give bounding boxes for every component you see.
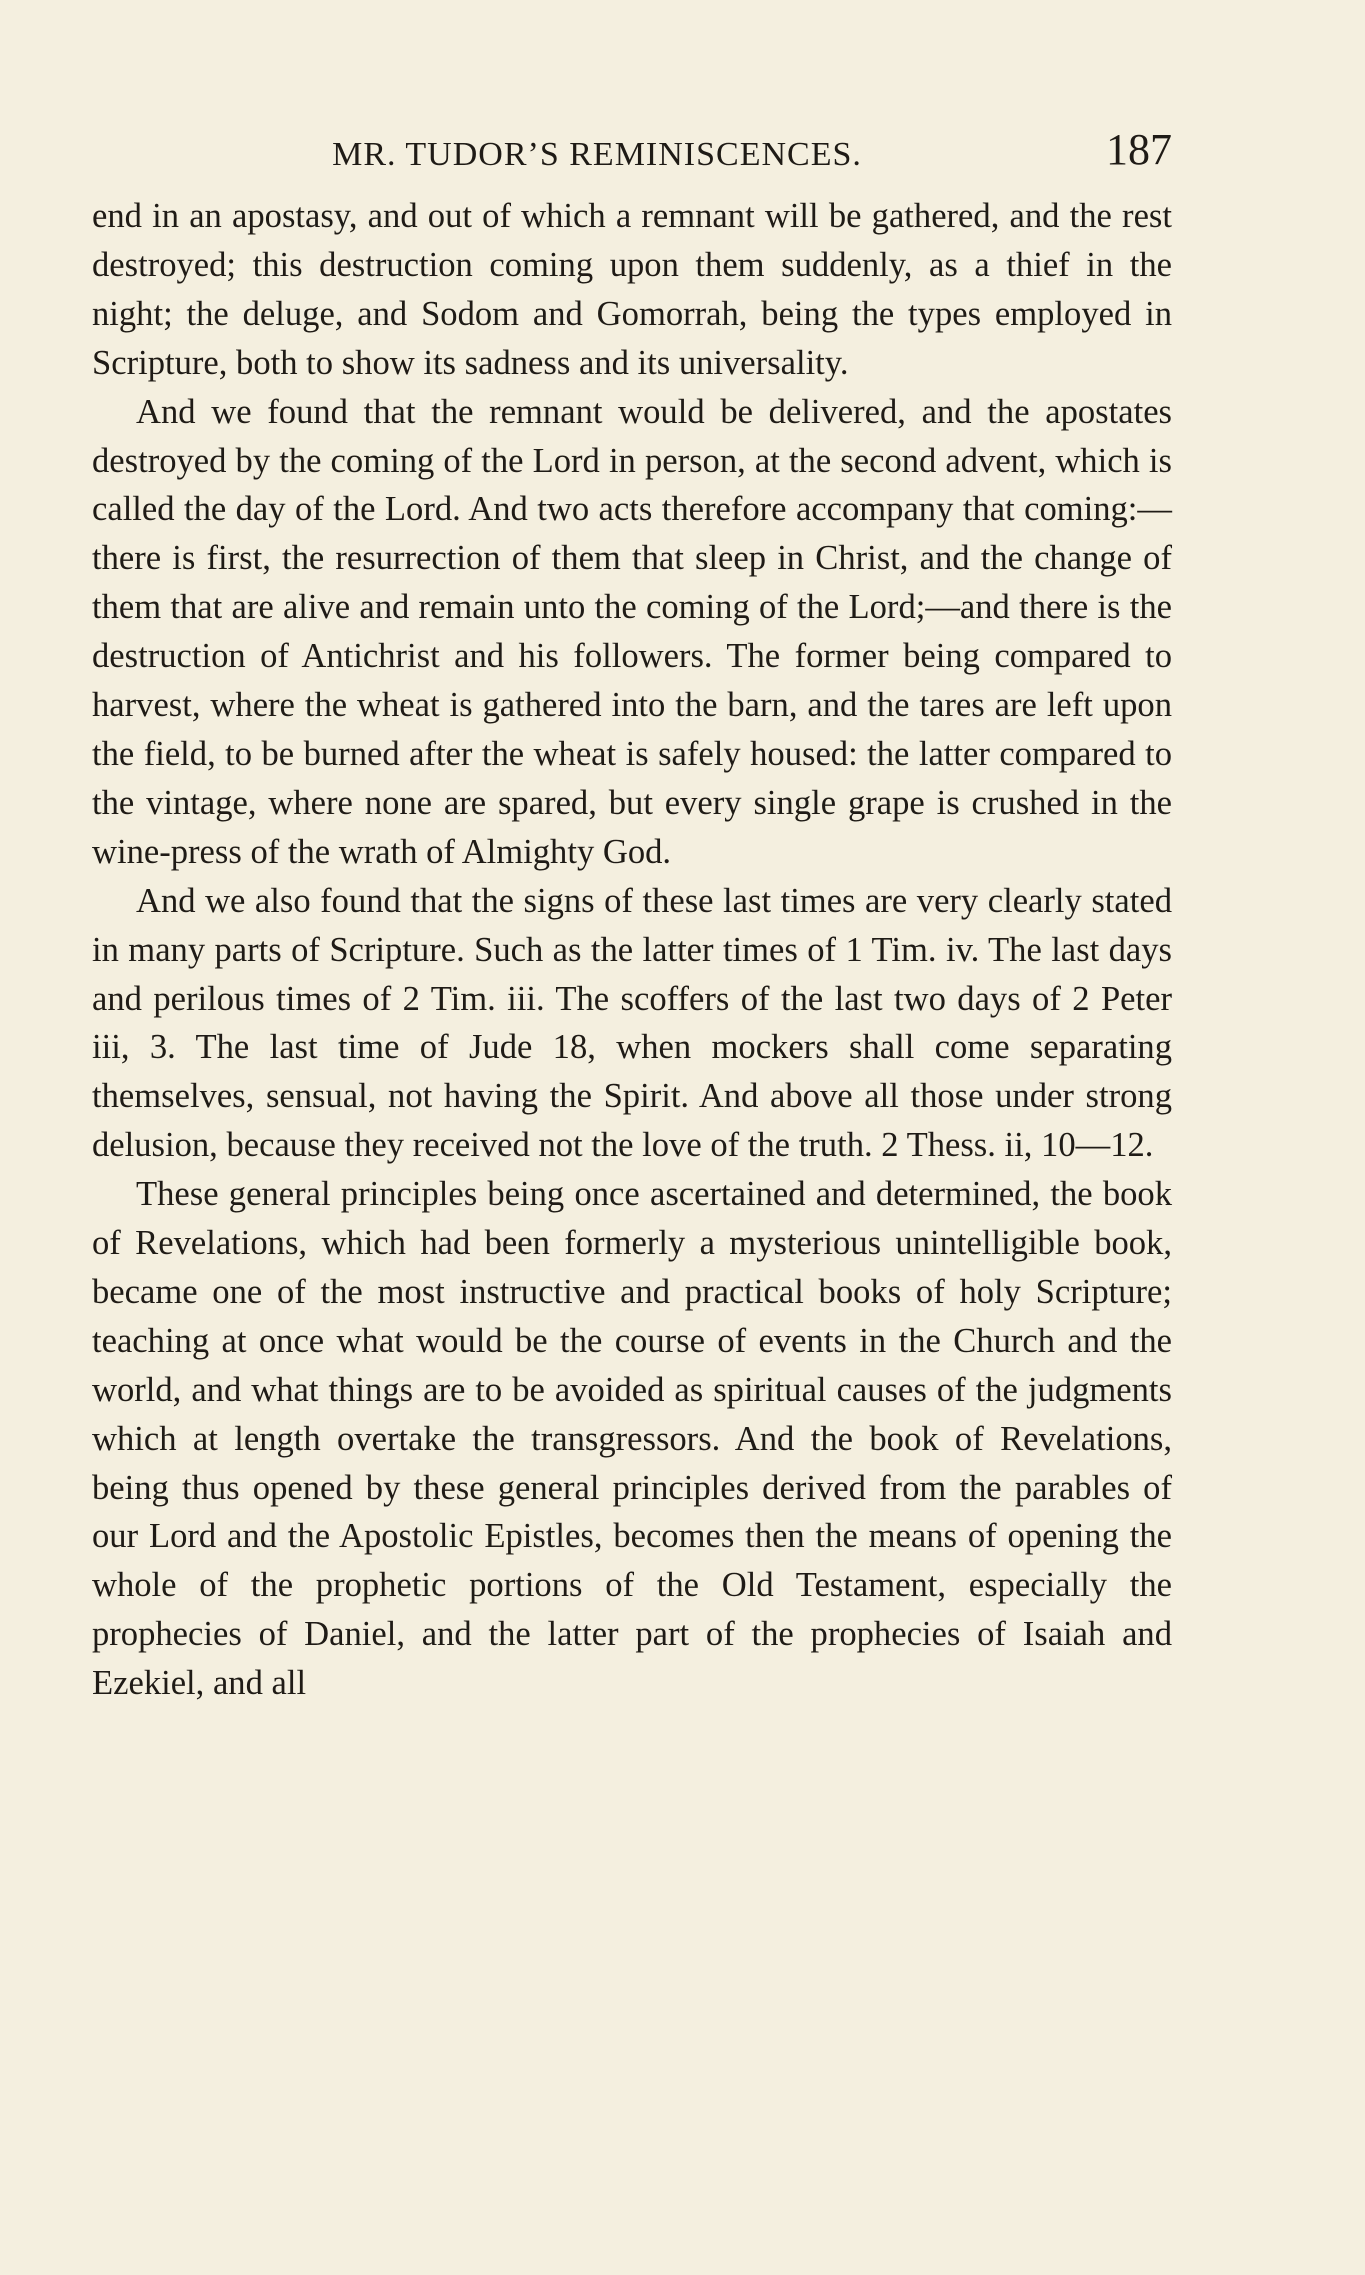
running-title: MR. TUDOR’S REMINISCENCES.	[332, 136, 862, 173]
book-page	[92, 120, 1172, 2200]
paragraph-4: These general principles being once ascertained and determined, the book of Revelations, which had been formerly a mysterious unintelligible book, became one of the most instructive and practical books of holy Scripture; teaching at once what would be the course of events in the Church and the world, and what things are to be avoided as spiritual causes of the judgments which at length overtake the transgressors. And the book of Revelations, being thus opened by these general principles derived from the parables of our Lord and the Apostolic Epistles, becomes then the means of opening the whole of the prophetic portions of the Old Testament, especially the prophecies of Daniel, and the latter part of the prophecies of Isaiah and Ezekiel, and all	[92, 1175, 1172, 1703]
running-head	[92, 120, 1172, 192]
page-number: 187	[1106, 125, 1172, 174]
paragraph-2: And we found that the remnant would be delivered, and the apostates destroyed by the coming of the Lord in person, at the second advent, which is called the day of the Lord. And two acts therefore accompany that coming:—there is first, the resurrection of them that sleep in Christ, and the change of them that are alive and remain unto the coming of the Lord;—and there is the destruction of Antichrist and his followers. The former being compared to harvest, where the wheat is gathered into the barn, and the tares are left upon the field, to be burned after the wheat is safely housed: the latter compared to the vintage, where none are spared, but every single grape is crushed in the wine-press of the wrath of Almighty God.	[92, 392, 1172, 871]
paragraph-1: end in an apostasy, and out of which a remnant will be gathered, and the rest destroyed; this destruction coming upon them suddenly, as a thief in the night; the deluge, and Sodom and Gomorrah, being the types employed in Scripture, both to show its sadness and its universality.	[92, 197, 1172, 382]
body-text	[92, 192, 1172, 1708]
paragraph-3: And we also found that the signs of these last times are very clearly stated in many parts of Scripture. Such as the latter times of 1 Tim. iv. The last days and perilous times of 2 Tim. iii. The scoffers of the last two days of 2 Peter iii, 3. The last time of Jude 18, when mockers shall come separating themselves, sensual, not having the Spirit. And above all those under strong delusion, because they received not the love of the truth. 2 Thess. ii, 10—12.	[92, 881, 1172, 1165]
